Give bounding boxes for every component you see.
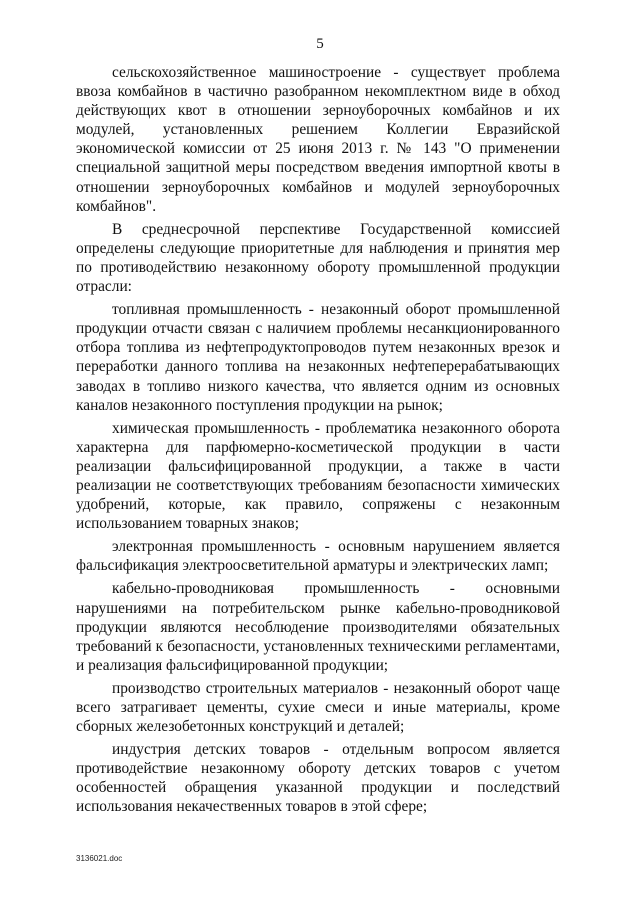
footer-document-code: 3136021.doc xyxy=(76,854,123,863)
paragraph-building-materials: производство строительных материалов - незаконный оборот чаще всего затрагивает цементы, сухие смеси и иные материалы, кроме сборных железобетонных конструкций и деталей; xyxy=(76,679,560,736)
paragraph-cable-industry: кабельно-проводниковая промышленность - основными нарушениями на потребительском рынке кабельно-проводниковой продукции являются несоблюдение производителями обязательных требований к безопасности, установленных техническими регламентами, и реализация фальсифицированной продукции; xyxy=(76,580,560,674)
paragraph-fuel-industry: топливная промышленность - незаконный оборот промышленной продукции отчасти связан с наличием проблемы несанкционированного отбора топлива из нефтепродуктопроводов путем незаконных врезок и переработки данного топлива на незаконных нефтеперерабатывающих заводах в топливо низкого качества, что является одним из основных каналов незаконного поступления продукции на рынок; xyxy=(76,301,560,414)
paragraph-agricultural-machinery: сельскохозяйственное машиностроение - существует проблема ввоза комбайнов в частично разобранном некомплектном виде в обход действующих квот в отношении зерноуборочных комбайнов и их модулей, установленных решением Коллегии Евразийской экономической комиссии от 25 июня 2013 г. № 143 "О применении специальной защитной меры посредством введения импортной квоты в отношении зерноуборочных комбайнов и модулей зерноуборочных комбайнов". xyxy=(76,64,560,215)
document-body xyxy=(76,63,560,821)
paragraph-priority-sectors-intro: В среднесрочной перспективе Государственной комиссией определены следующие приоритетные для наблюдения и принятия мер по противодействию незаконному обороту промышленной продукции отрасли: xyxy=(76,220,560,296)
paragraph-chemical-industry: химическая промышленность - проблематика незаконного оборота характерна для парфюмерно-косметической продукции в части реализации фальсифицированной продукции, а также в части реализации не соответствующих требованиям безопасности химических удобрений, которые, как правило, сопряжены с незаконным использованием товарных знаков; xyxy=(76,419,560,533)
paragraph-childrens-goods: индустрия детских товаров - отдельным вопросом является противодействие незаконному обороту детских товаров с учетом особенностей обращения указанной продукции и последствий использования некачественных товаров в этой сфере; xyxy=(76,741,560,816)
page-number: 5 xyxy=(316,36,324,52)
paragraph-electronic-industry: электронная промышленность - основным нарушением является фальсификация электроосветительной арматуры и электрических ламп; xyxy=(76,538,560,575)
